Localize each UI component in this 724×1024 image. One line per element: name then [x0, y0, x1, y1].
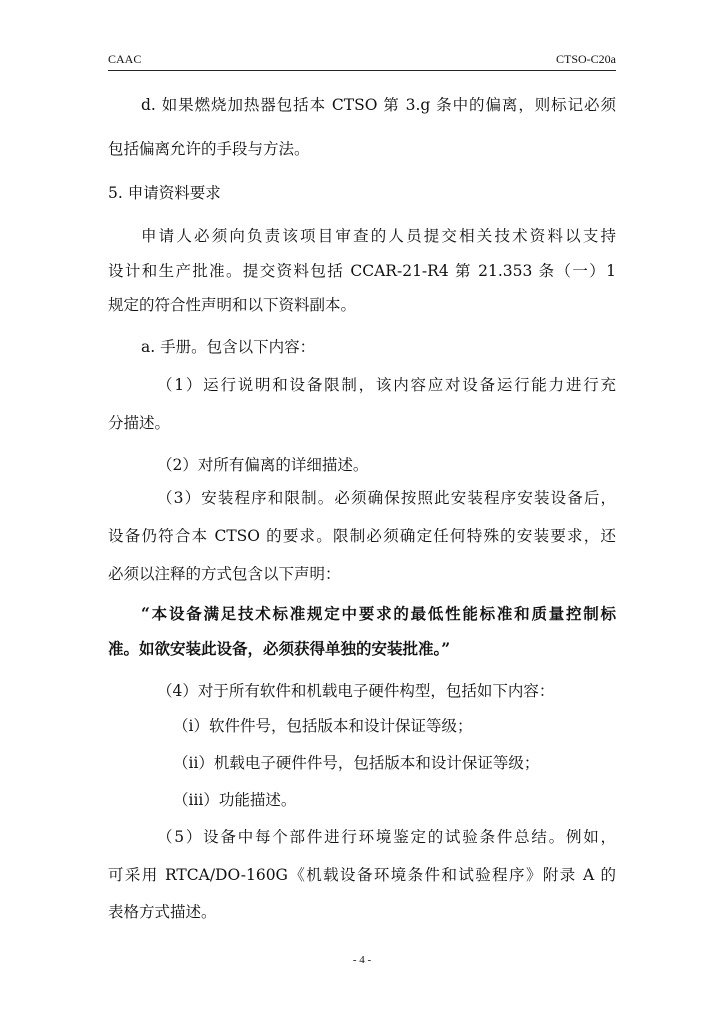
- quoted-statement: “本设备满足技术标准规定中要求的最低性能标准和质量控制标: [141, 604, 616, 623]
- section-heading: 5. 申请资料要求: [108, 184, 221, 202]
- list-item: （1）运行说明和设备限制，该内容应对设备运行能力进行充: [157, 376, 616, 394]
- header-doc-id: CTSO-C20a: [556, 52, 616, 66]
- sub-list-item: （i）软件件号，包括版本和设计保证等级；: [173, 717, 473, 735]
- list-item: （2）对所有偏离的详细描述。: [157, 456, 369, 474]
- body-line: d. 如果燃烧加热器包括本 CTSO 第 3.g 条中的偏离，则标记必须: [141, 96, 616, 114]
- body-line: 表格方式描述。: [108, 903, 217, 921]
- body-line: 必须以注释的方式包含以下声明：: [108, 565, 341, 583]
- body-line: 设备仍符合本 CTSO 的要求。限制必须确定任何特殊的安装要求，还: [108, 527, 616, 545]
- body-line: 可采用 RTCA/DO-160G《机载设备环境条件和试验程序》附录 A 的: [108, 866, 616, 884]
- body-line: 分描述。: [108, 414, 171, 432]
- body-line: 申请人必须向负责该项目审查的人员提交相关技术资料以支持: [141, 227, 616, 245]
- quoted-statement: 准。如欲安装此设备，必须获得单独的安装批准。”: [108, 639, 451, 658]
- sub-list-item: （ii）机载电子硬件件号，包括版本和设计保证等级；: [173, 754, 540, 772]
- page-number: - 4 -: [352, 954, 372, 966]
- list-item: （3）安装程序和限制。必须确保按照此安装程序安装设备后，: [157, 489, 616, 507]
- header-org: CAAC: [108, 52, 142, 66]
- sub-list-item: （iii）功能描述。: [173, 791, 297, 809]
- list-item: （5）设备中每个部件进行环境鉴定的试验条件总结。例如，: [157, 828, 616, 846]
- body-line: 规定的符合性声明和以下资料副本。: [108, 296, 357, 314]
- list-item: a. 手册。包含以下内容：: [141, 338, 316, 356]
- body-line: 包括偏离允许的手段与方法。: [108, 140, 310, 158]
- list-item: （4）对于所有软件和机载电子硬件构型，包括如下内容：: [157, 682, 555, 700]
- body-line: 设计和生产批准。提交资料包括 CCAR-21-R4 第 21.353 条（一）1: [108, 262, 616, 280]
- page-header: [108, 50, 616, 71]
